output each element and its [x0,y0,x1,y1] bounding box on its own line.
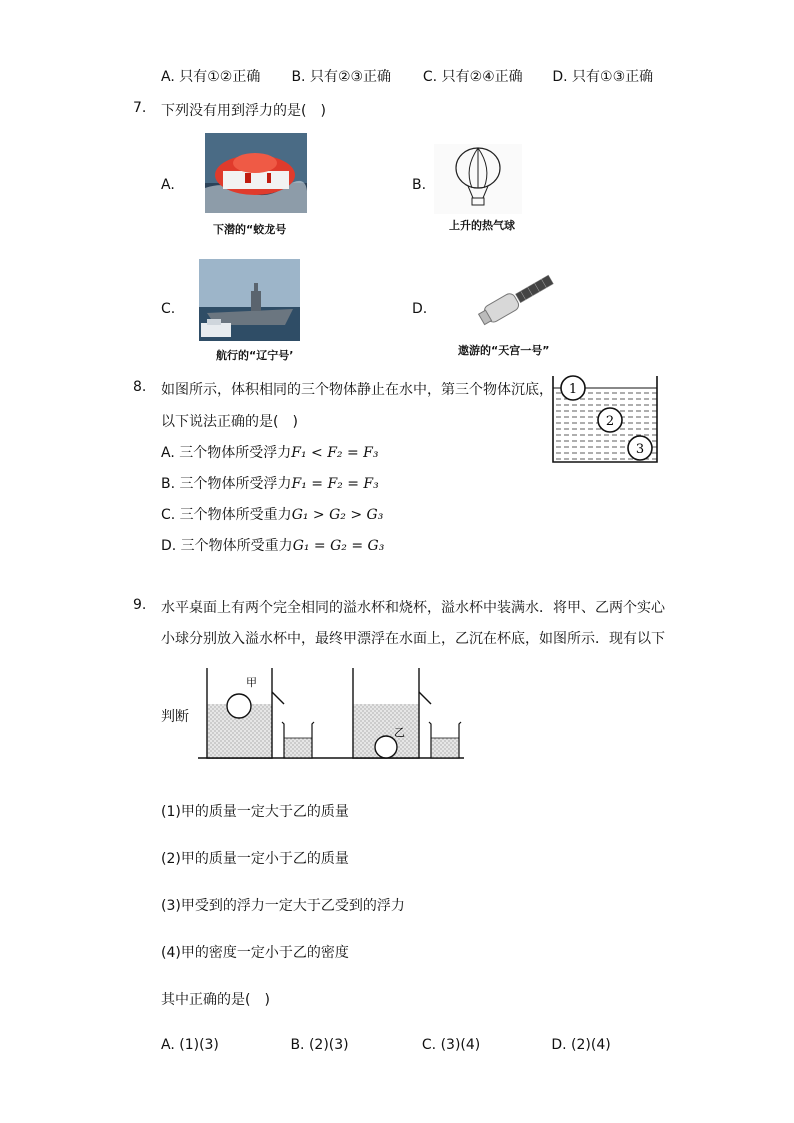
q7-option-b-letter[interactable]: B. [412,177,427,193]
q7-caption-c: 航行的“辽宁号’ [216,349,294,362]
q8-option-c[interactable] [161,504,383,524]
q7-caption-d: 遨游的“天宫一号” [458,344,550,357]
object-1-label: 1 [568,382,578,397]
object-2-label: 2 [605,414,615,429]
q9-stem-line3: 判断 [161,709,189,725]
submarine-photo [205,133,307,213]
q9-question: 其中正确的是( ) [161,992,270,1008]
q6-options [161,66,653,86]
q9-options [161,1037,611,1053]
q6-option-d[interactable]: D. 只有①③正确 [552,69,654,85]
q8-option-b-label: B. 三个物体所受浮力 [161,476,292,492]
q8-container-figure [548,372,663,466]
aircraft-carrier-photo [199,259,300,341]
q7-stem: 下列没有用到浮力的是( ) [161,103,326,119]
q6-option-b[interactable]: B. 只有②③正确 [291,69,392,85]
q9-stem-line2: 小球分别放入溢水杯中，最终甲漂浮在水面上，乙沉在杯底，如图所示．现有以下 [161,631,665,647]
ball-yi-label: 乙 [394,726,405,739]
q8-stem-line2: 以下说法正确的是( ) [161,414,298,430]
q8-number: 8. [133,379,147,395]
q9-option-b[interactable]: B. (2)(3) [290,1037,349,1053]
q9-statement-1: (1)甲的质量一定大于乙的质量 [161,804,349,820]
q7-option-a-letter[interactable]: A. [161,177,175,193]
q9-statement-2: (2)甲的质量一定小于乙的质量 [161,851,349,867]
q8-option-d-label: D. 三个物体所受重力 [161,538,293,554]
q7-option-d-letter[interactable]: D. [412,301,428,317]
q7-option-c-letter[interactable]: C. [161,301,176,317]
q8-option-c-label: C. 三个物体所受重力 [161,507,292,523]
overflow-cups-figure [196,664,466,764]
q9-option-d[interactable]: D. (2)(4) [551,1037,611,1053]
ball-yi [375,736,397,758]
q8-option-b[interactable] [161,473,379,493]
q8-option-a-formula: F₁ < F₂ = F₃ [291,445,379,461]
q8-stem-line1: 如图所示，体积相同的三个物体静止在水中，第三个物体沉底， [161,382,553,398]
q9-statement-4: (4)甲的密度一定小于乙的密度 [161,945,349,961]
ball-jia [227,694,251,718]
q8-option-b-formula: F₁ = F₂ = F₃ [291,476,379,492]
q9-option-a[interactable]: A. (1)(3) [161,1037,219,1053]
q9-option-c[interactable]: C. (3)(4) [421,1037,481,1053]
q8-option-d[interactable] [161,535,384,555]
q7-caption-b: 上升的热气球 [449,219,515,232]
q7-number: 7. [133,100,147,116]
q6-option-a[interactable]: A. 只有①②正确 [161,69,261,85]
q8-option-a[interactable] [161,442,378,462]
q9-statement-3: (3)甲受到的浮力一定大于乙受到的浮力 [161,898,405,914]
object-3-label: 3 [635,442,645,457]
space-station-image [470,273,562,333]
q9-number: 9. [133,597,147,613]
q8-option-d-formula: G₁ = G₂ = G₃ [292,538,385,554]
q7-caption-a: 下潜的“蛟龙号 [213,223,287,236]
q6-option-c[interactable]: C. 只有②④正确 [422,69,523,85]
q8-option-a-label: A. 三个物体所受浮力 [161,445,292,461]
q8-option-c-formula: G₁ > G₂ > G₃ [291,507,384,523]
hot-air-balloon-image [434,144,522,214]
q9-stem-line1: 水平桌面上有两个完全相同的溢水杯和烧杯，溢水杯中装满水．将甲、乙两个实心 [161,600,665,616]
ball-jia-label: 甲 [246,676,257,689]
